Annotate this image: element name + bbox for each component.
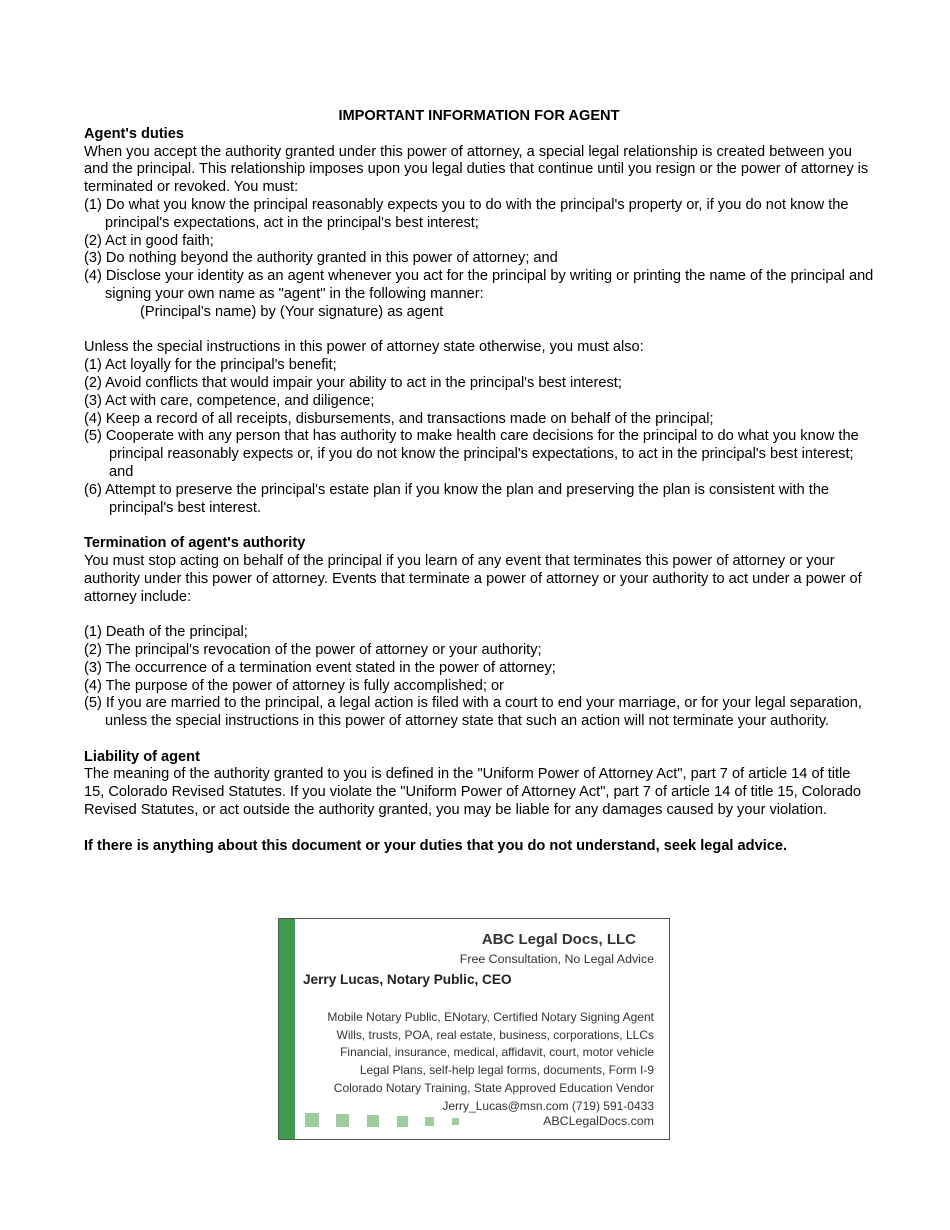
- decor-square-icon: [425, 1117, 434, 1126]
- duties-intro: When you accept the authority granted under this power of attorney, a special legal relationship is created between you and the principal. This relationship imposes upon you legal duties that continue until you resign or the power of attorney is terminated or revoked. You must:: [84, 143, 869, 196]
- card-service-line: Financial, insurance, medical, affidavit, court, motor vehicle: [340, 1045, 654, 1060]
- card-service-line: Colorado Notary Training, State Approved Education Vendor: [333, 1080, 654, 1095]
- termination-item: (4) The purpose of the power of attorney is fully accomplished; or: [84, 677, 504, 694]
- termination-item: (3) The occurrence of a termination event stated in the power of attorney;: [84, 659, 556, 676]
- liability-text: The meaning of the authority granted to you is defined in the "Uniform Power of Attorney Act", part 7 of article 14 of title 15, Colorado Revised Statutes. If you violate the "Uniform Power of Attorney Act", part 7 of article 14 of title 15, Colorado Revised Statutes, or act outside the authority granted, you may be liable for any damages caused by your violation.: [84, 766, 861, 819]
- termination-item: (5) If you are married to the principal, a legal action is filed with a court to end your marriage, or for your legal separation, unless the special instructions in this power of attorney state that such an action will not terminate your authority.: [84, 695, 862, 730]
- termination-intro: You must stop acting on behalf of the principal if you learn of any event that terminates this power of attorney or your authority under this power of attorney. Events that terminate a power of attorney or your authority to act under a power of attorney include:: [84, 552, 862, 605]
- duties-heading: Agent's duties: [84, 125, 184, 142]
- duty-item: (2) Act in good faith;: [84, 232, 214, 249]
- decor-square-icon: [367, 1115, 379, 1127]
- also-item: (2) Avoid conflicts that would impair your ability to act in the principal's best interest;: [84, 374, 622, 391]
- document-title: IMPORTANT INFORMATION FOR AGENT: [338, 108, 620, 124]
- duty-item: (4) Disclose your identity as an agent whenever you act for the principal by writing or printing the name of the principal and signing your own name as "agent" in the following manner:: [84, 268, 874, 302]
- decor-square-icon: [452, 1118, 459, 1125]
- card-accent-bar: [279, 919, 295, 1139]
- termination-item: (1) Death of the principal;: [84, 624, 248, 641]
- card-tagline: Free Consultation, No Legal Advice: [459, 952, 654, 966]
- document-body: [84, 108, 874, 855]
- decor-square-icon: [397, 1116, 408, 1127]
- card-service-line: Wills, trusts, POA, real estate, business, corporations, LLCs: [336, 1027, 654, 1042]
- duty-item: (3) Do nothing beyond the authority granted in this power of attorney; and: [84, 250, 558, 267]
- termination-item: (2) The principal's revocation of the power of attorney or your authority;: [84, 641, 542, 658]
- business-card: [278, 918, 670, 1140]
- card-name: Jerry Lucas, Notary Public, CEO: [303, 972, 512, 987]
- also-intro: Unless the special instructions in this power of attorney state otherwise, you must also:: [84, 339, 644, 356]
- also-item: (3) Act with care, competence, and diligence;: [84, 392, 375, 409]
- card-website: ABCLegalDocs.com: [543, 1114, 654, 1128]
- final-note: If there is anything about this document or your duties that you do not understand, seek legal advice.: [84, 837, 788, 854]
- also-item: (5) Cooperate with any person that has authority to make health care decisions for the principal to do what you know the principal reasonably expects or, if you do not know the principal's expectations, to act in the principal's best interest; and: [84, 428, 859, 480]
- also-item: (4) Keep a record of all receipts, disbursements, and transactions made on behalf of the principal;: [84, 410, 714, 427]
- card-contact-line: Jerry_Lucas@msn.com (719) 591-0433: [442, 1098, 654, 1113]
- signature-format: (Principal's name) by (Your signature) as agent: [140, 303, 444, 320]
- card-company: ABC Legal Docs, LLC: [481, 931, 636, 948]
- duty-item: (1) Do what you know the principal reasonably expects you to do with the principal's property or, if you do not know the principal's expectations, act in the principal's best interest;: [84, 196, 849, 231]
- termination-heading: Termination of agent's authority: [84, 535, 306, 552]
- card-service-line: Legal Plans, self-help legal forms, documents, Form I-9: [359, 1063, 654, 1078]
- also-item: (1) Act loyally for the principal's benefit;: [84, 357, 337, 374]
- card-services: [327, 1009, 654, 1115]
- liability-heading: Liability of agent: [84, 748, 200, 765]
- decor-square-icon: [336, 1114, 349, 1127]
- card-service-line: Mobile Notary Public, ENotary, Certified Notary Signing Agent: [327, 1010, 654, 1024]
- also-item: (6) Attempt to preserve the principal's estate plan if you know the plan and preserving the plan is consistent with the principal's best interest.: [84, 481, 830, 516]
- decor-square-icon: [305, 1113, 319, 1127]
